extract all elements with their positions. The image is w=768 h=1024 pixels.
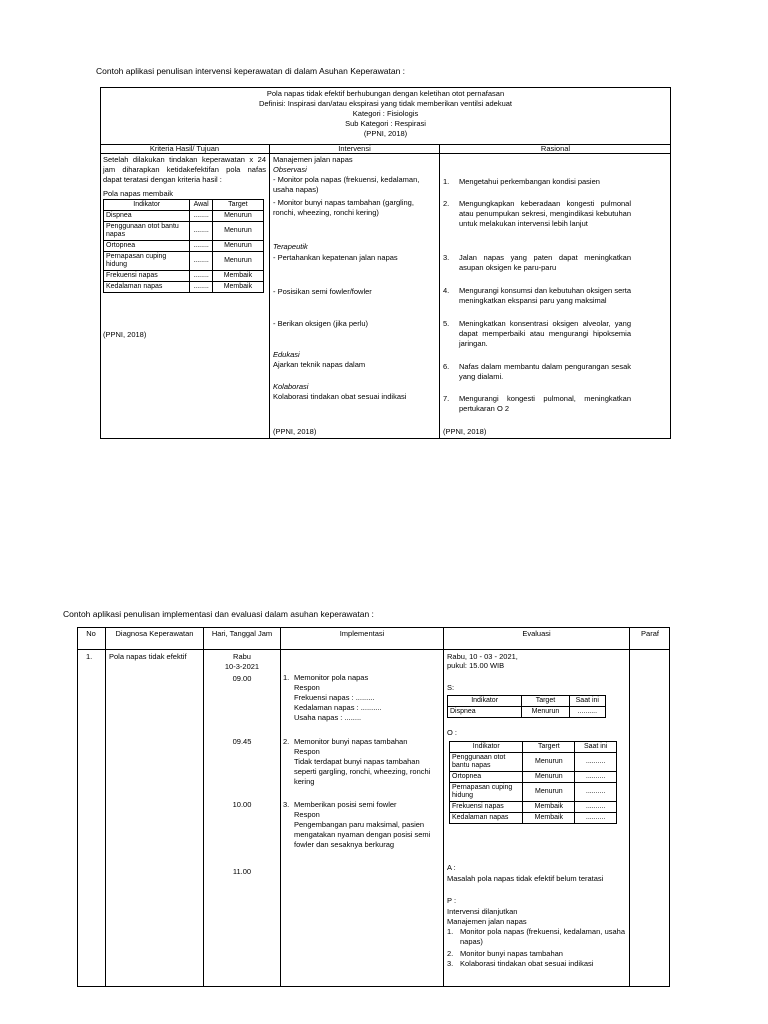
table-cell: .......... <box>575 772 617 783</box>
table-cell: Pernapasan cuping hidung <box>104 252 190 271</box>
rasional-text-4: Mengurangi konsumsi dan kebutuhan oksigen serta meningkatkan ekspansi paru yang maksimal <box>459 286 631 305</box>
row-date: 10-3-2021 <box>224 662 260 671</box>
table-header-cell: Indikator <box>448 696 522 707</box>
intervensi-column <box>273 155 436 218</box>
row-diagnosa: Pola napas tidak efektif <box>109 652 187 661</box>
kriteria-outcome: Pola napas membaik <box>103 189 174 198</box>
table-cell: Ortopnea <box>450 772 523 783</box>
rasional-num-4: 4. <box>443 286 450 295</box>
rasional-item-7 <box>443 394 631 414</box>
table-header-cell: Saat ini <box>575 742 617 753</box>
table-cell: .......... <box>575 783 617 802</box>
diagnosis-subcategory: Sub Kategori : Respirasi <box>345 119 426 128</box>
eval-p-sub: Manajemen jalan napas <box>447 917 527 926</box>
kriteria-row <box>104 211 264 222</box>
table-cell: ........ <box>190 282 212 293</box>
rasional-text-1: Mengetahui perkembangan kondisi pasien <box>459 177 600 186</box>
rasional-num-7: 7. <box>443 394 450 403</box>
diagnosis-block <box>100 89 671 139</box>
impl-num-3: 3. <box>283 800 290 809</box>
header-paraf: Paraf <box>641 629 659 638</box>
observasi-label: Observasi <box>273 165 307 174</box>
time-4: 11.00 <box>232 867 252 876</box>
table-cell: Dispnea <box>448 707 522 718</box>
eval-o-label: O : <box>447 728 458 737</box>
table-cell: Menurun <box>212 222 263 241</box>
terapeutik-item-3: - Berikan oksigen (jika perlu) <box>273 319 369 328</box>
kriteria-row <box>104 282 264 293</box>
eval-p-item-text: Monitor pola napas (frekuensi, kedalaman, usaha napas) <box>460 927 625 946</box>
kriteria-row <box>104 271 264 282</box>
kriteria-row <box>104 252 264 271</box>
impl-item-3 <box>283 800 439 850</box>
table-cell: ........ <box>190 222 212 241</box>
row-no: 1. <box>86 652 93 661</box>
impl-line: Respon <box>294 683 320 692</box>
diagnosis-category: Kategori : Fisiologis <box>352 109 419 118</box>
rasional-text-2: Mengungkapkan keberadaan kongesti pulmonal atau penumpukan sekresi, mengindikasi kebutuhan untuk melakukan intervensi lebih lanjut <box>459 199 631 228</box>
kriteria-source: (PPNI, 2018) <box>103 330 147 339</box>
eval-date: Rabu, 10 - 03 - 2021, <box>447 652 518 661</box>
terapeutik-label: Terapeutik <box>273 242 308 251</box>
impl-line: Respon <box>294 810 320 819</box>
rasional-text-7: Mengurangi kongesti pulmonal, meningkatkan pertukaran O 2 <box>459 394 631 413</box>
table-cell: ........ <box>190 241 212 252</box>
observasi-item-2: - Monitor bunyi napas tambahan (gargling, ronchi, wheezing, ronchi kering) <box>273 198 414 217</box>
row-day: Rabu <box>233 652 251 661</box>
terapeutik-item-1: - Pertahankan kepatenan jalan napas <box>273 253 398 262</box>
eval-o-row <box>450 783 617 802</box>
eval-p-num: 1. <box>447 927 454 936</box>
impl-title-2: Memonitor bunyi napas tambahan <box>294 737 408 746</box>
eval-s-label: S: <box>447 683 455 692</box>
table-header-cell: Indikator <box>450 742 523 753</box>
table-cell: Menurun <box>212 252 263 271</box>
eval-p-num: 3. <box>447 959 454 968</box>
eval-o-row <box>450 802 617 813</box>
kolaborasi-label: Kolaborasi <box>273 382 309 391</box>
header-evaluasi: Evaluasi <box>522 629 551 638</box>
eval-o-row <box>450 753 617 772</box>
table-cell: Membaik <box>212 282 263 293</box>
table-cell: Menurun <box>212 241 263 252</box>
rasional-text-5: Meningkatkan konsentrasi oksigen alveolar, yang dapat memperbaiki atau mengurangi hipoksemia jaringan. <box>459 319 631 348</box>
time-3: 10.00 <box>232 800 252 809</box>
table-cell: Menurun <box>523 772 575 783</box>
header-implementasi: Implementasi <box>339 629 385 638</box>
table-cell: Frekuensi napas <box>450 802 523 813</box>
rasional-item-4 <box>443 286 631 306</box>
eval-o-row <box>450 813 617 824</box>
impl-item-2 <box>283 737 439 787</box>
header-kriteria: Kriteria Hasil/ Tujuan <box>149 144 220 153</box>
kolaborasi-item-1: Kolaborasi tindakan obat sesuai indikasi <box>273 392 407 401</box>
table-cell: ........ <box>190 271 212 282</box>
table-header-cell: Indikator <box>104 200 190 211</box>
table-cell: .......... <box>569 707 605 718</box>
table-header-cell: Targert <box>523 742 575 753</box>
table-cell: Menurun <box>522 707 569 718</box>
rasional-item-5 <box>443 319 631 349</box>
table-header-row <box>104 200 264 211</box>
eval-p-item-1 <box>447 927 625 947</box>
eval-s-table <box>447 695 606 718</box>
eval-time: pukul: 15.00 WIB <box>447 661 505 670</box>
impl-num-2: 2. <box>283 737 290 746</box>
table-cell: Pernapasan cuping hidung <box>450 783 523 802</box>
header-intervensi: Intervensi <box>338 144 371 153</box>
table-cell: Penggunaan otot bantu napas <box>104 222 190 241</box>
eval-p-item-2 <box>447 949 625 959</box>
eval-s-row <box>448 707 606 718</box>
table-header-row <box>448 696 606 707</box>
eval-p-num: 2. <box>447 949 454 958</box>
eval-o-table <box>449 741 617 824</box>
table-cell: .......... <box>575 813 617 824</box>
rasional-text-6: Nafas dalam membantu dalam pengurangan sesak yang dialami. <box>459 362 631 381</box>
header-rasional: Rasional <box>540 144 571 153</box>
eval-p-label: P : <box>447 896 457 905</box>
kriteria-text: Setelah dilakukan tindakan keperawatan x 24 jam diharapkan ketidakefektifan pola nafas dapat teratasi dengan kriteria hasil : <box>103 155 266 184</box>
time-1: 09.00 <box>232 674 252 683</box>
section1-heading: Contoh aplikasi penulisan intervensi keperawatan di dalam Asuhan Keperawatan : <box>96 66 406 76</box>
eval-p-item-3 <box>447 959 625 969</box>
header-no: No <box>86 629 96 638</box>
impl-line: Pengembangan paru maksimal, pasien mengatakan nyaman dengan posisi semi fowler dan sesaknya berkurag <box>294 820 431 849</box>
table-header-cell: Target <box>522 696 569 707</box>
table-cell: Frekuensi napas <box>104 271 190 282</box>
intervensi-source: (PPNI, 2018) <box>273 427 317 436</box>
table-cell: Ortopnea <box>104 241 190 252</box>
rasional-num-3: 3. <box>443 253 450 262</box>
table-header-cell: Saat ini <box>569 696 605 707</box>
rasional-item-6 <box>443 362 631 382</box>
table-cell: Dispnea <box>104 211 190 222</box>
eval-p-item-text: Monitor bunyi napas tambahan <box>460 949 563 958</box>
impl-item-1 <box>283 673 439 723</box>
table-cell: Kedalaman napas <box>450 813 523 824</box>
table-cell: Menurun <box>212 211 263 222</box>
diagnosis-title: Pola napas tidak efektif berhubungan dengan keletihan otot pernafasan <box>266 89 505 98</box>
header-hari: Hari, Tanggal Jam <box>211 629 273 638</box>
eval-a-text: Masalah pola napas tidak efektif belum teratasi <box>447 874 604 883</box>
diagnosis-source: (PPNI, 2018) <box>363 129 408 138</box>
table-header-cell: Target <box>212 200 263 211</box>
table-cell: .......... <box>575 802 617 813</box>
eval-p-text: Intervensi dilanjutkan <box>447 907 518 916</box>
table-cell: Menurun <box>523 753 575 772</box>
header-diagnosa: Diagnosa Keperawatan <box>115 629 194 638</box>
eval-p-item-text: Kolaborasi tindakan obat sesuai indikasi <box>460 959 594 968</box>
rasional-item-2 <box>443 199 631 229</box>
eval-o-row <box>450 772 617 783</box>
table-cell: Penggunaan otot bantu napas <box>450 753 523 772</box>
table-header-row <box>450 742 617 753</box>
time-2: 09.45 <box>232 737 252 746</box>
edukasi-label: Edukasi <box>273 350 300 359</box>
rasional-num-2: 2. <box>443 199 450 208</box>
impl-line: Kedalaman napas : .......... <box>294 703 382 712</box>
table-cell: ........ <box>190 211 212 222</box>
rasional-num-6: 6. <box>443 362 450 371</box>
impl-line: Respon <box>294 747 320 756</box>
table-cell: Menurun <box>523 783 575 802</box>
impl-line: Tidak terdapat bunyi napas tambahan seperti gargling, ronchi, wheezing, ronchi kering <box>294 757 431 786</box>
table-cell: Membaik <box>523 802 575 813</box>
diagnosis-definition: Definisi: Inspirasi dan/atau ekspirasi yang tidak memberikan ventilsi adekuat <box>258 99 513 108</box>
rasional-item-1 <box>443 177 631 187</box>
rasional-num-1: 1. <box>443 177 450 186</box>
kriteria-row <box>104 222 264 241</box>
rasional-text-3: Jalan napas yang paten dapat meningkatkan asupan oksigen ke paru-paru <box>459 253 631 272</box>
impl-num-1: 1. <box>283 673 290 682</box>
intervensi-title: Manajemen jalan napas <box>273 155 353 164</box>
kriteria-indicator-table <box>103 199 264 293</box>
observasi-item-1: - Monitor pola napas (frekuensi, kedalaman, usaha napas) <box>273 175 420 194</box>
edukasi-item-1: Ajarkan teknik napas dalam <box>273 360 366 369</box>
table-cell: Membaik <box>212 271 263 282</box>
impl-title-3: Memberikan posisi semi fowler <box>294 800 397 809</box>
terapeutik-item-2: - Posisikan semi fowler/fowler <box>273 287 372 296</box>
kriteria-row <box>104 241 264 252</box>
table-header-cell: Awal <box>190 200 212 211</box>
rasional-source: (PPNI, 2018) <box>443 427 487 436</box>
eval-a-label: A : <box>447 863 456 872</box>
table-cell: .......... <box>575 753 617 772</box>
table-cell: ........ <box>190 252 212 271</box>
impl-line: Frekuensi napas : ......... <box>294 693 375 702</box>
rasional-item-3 <box>443 253 631 273</box>
section2-heading: Contoh aplikasi penulisan implementasi dan evaluasi dalam asuhan keperawatan : <box>63 609 374 619</box>
table-cell: Kedalaman napas <box>104 282 190 293</box>
rasional-num-5: 5. <box>443 319 450 328</box>
impl-line: Usaha napas : ........ <box>294 713 362 722</box>
impl-title-1: Memonitor pola napas <box>294 673 369 682</box>
table-cell: Membaik <box>523 813 575 824</box>
